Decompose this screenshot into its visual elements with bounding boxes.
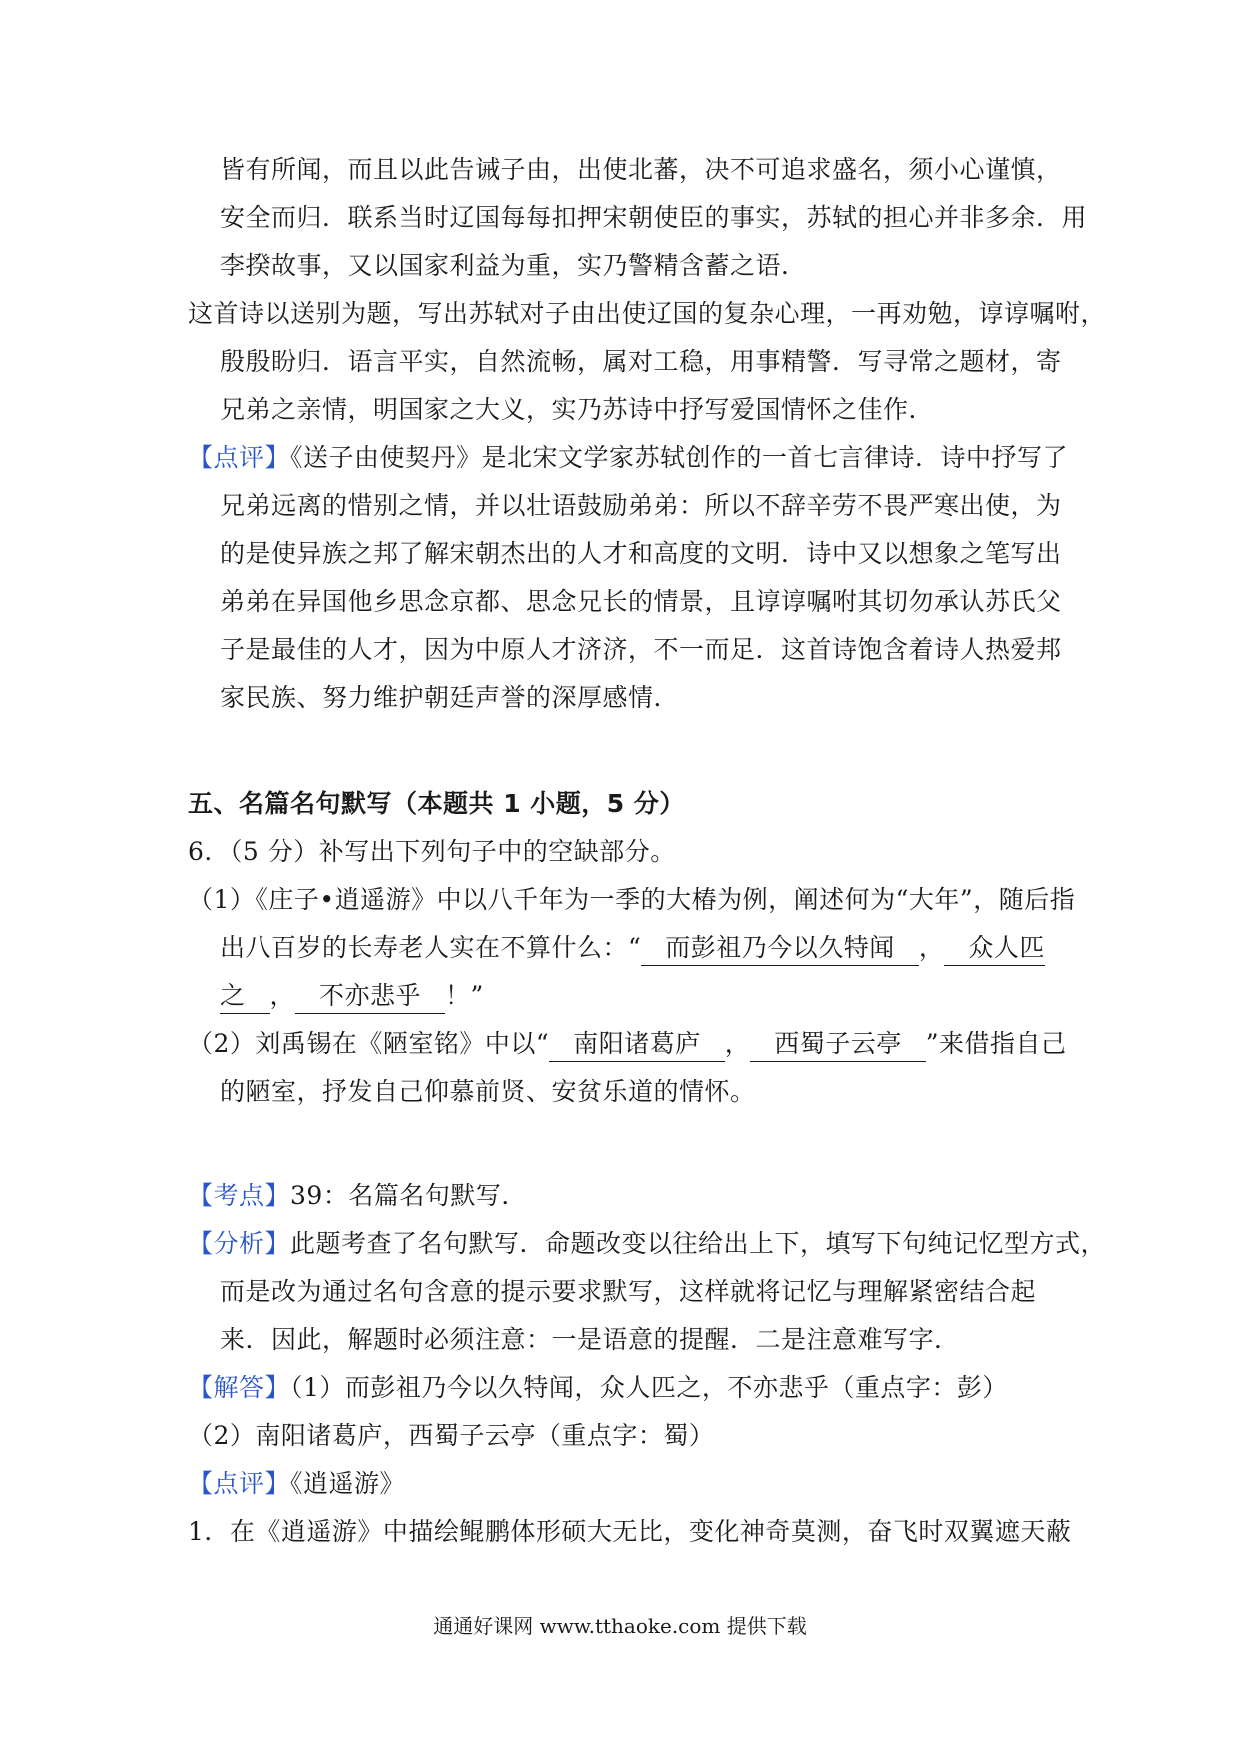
dianping-line	[188, 1464, 405, 1504]
review-tag: 【点评】	[188, 443, 291, 472]
text-line: 李揆故事，又以国家利益为重，实乃警精含蓄之语．	[220, 251, 807, 280]
text-fragment: （2）刘禹锡在《陋室铭》中以“	[188, 1029, 550, 1058]
review-text: 《送子由使契丹》是北宋文学家苏轼创作的一首七言律诗．诗中抒写了	[290, 443, 1069, 472]
page-footer: 通通好课网 www.tthaoke.com 提供下载	[433, 1614, 807, 1638]
dianping-text: 《逍遥游》	[290, 1469, 406, 1498]
question-part-2	[188, 1024, 1067, 1064]
dianping-tag: 【点评】	[188, 1469, 291, 1498]
question-part-1-line2	[220, 928, 1045, 968]
text-line: 安全而归．联系当时辽国每每扣押宋朝使臣的事实，苏轼的担心并非多余．用	[220, 203, 1088, 232]
text-line: 殷殷盼归．语言平实，自然流畅，属对工稳，用事精警．写寻常之题材，寄	[220, 347, 1062, 376]
kaodian-text: 39：名篇名句默写．	[290, 1181, 527, 1210]
text-fragment: ，	[918, 933, 945, 962]
text-fragment: 出八百岁的长寿老人实在不算什么：“	[220, 933, 642, 962]
answer-blank: 而彭祖乃今以久特闻	[641, 931, 919, 966]
jieda-tag: 【解答】	[188, 1373, 291, 1402]
review-paragraph	[188, 438, 1068, 478]
answer-blank: 之	[220, 979, 270, 1014]
text-fragment: ！”	[445, 981, 484, 1010]
fenxi-line	[188, 1224, 1106, 1264]
text-line: 而是改为通过名句含意的提示要求默写，这样就将记忆与理解紧密结合起	[220, 1277, 1037, 1306]
kaodian-tag: 【考点】	[188, 1181, 291, 1210]
kaodian-line	[188, 1176, 527, 1216]
text-line: 弟弟在异国他乡思念京都、思念兄长的情景，且谆谆嘱咐其切勿承认苏氏父	[220, 587, 1062, 616]
question-part-1: （1）《庄子•逍遥游》中以八千年为一季的大椿为例，阐述何为“大年”，随后指	[188, 885, 1076, 914]
text-line: 来．因此，解题时必须注意：一是语意的提醒．二是注意难写字．	[220, 1325, 960, 1354]
text-fragment: ”来借指自己	[925, 1029, 1067, 1058]
text-line: 兄弟远离的惜别之情，并以壮语鼓励弟弟：所以不辞辛劳不畏严寒出使，为	[220, 491, 1062, 520]
jieda-line	[188, 1368, 1008, 1408]
answer-blank: 众人匹	[944, 931, 1045, 966]
text-line: 家民族、努力维护朝廷声誉的深厚感情．	[220, 683, 680, 712]
list-item: 1．在《逍遥游》中描绘鲲鹏体形硕大无比，变化神奇莫测，奋飞时双翼遮天蔽	[188, 1517, 1072, 1546]
text-fragment: ，	[724, 1029, 751, 1058]
fenxi-text: 此题考查了名句默写．命题改变以往给出上下，填写下句纯记忆型方式，	[290, 1229, 1107, 1258]
text-line: 皆有所闻，而且以此告诫子由，出使北蕃，决不可追求盛名，须小心谨慎，	[220, 155, 1062, 184]
text-line: 的陋室，抒发自己仰慕前贤、安贫乐道的情怀。	[220, 1077, 756, 1106]
jieda-text: （1）而彭祖乃今以久特闻，众人匹之，不亦悲乎（重点字：彭）	[290, 1373, 1008, 1402]
question-stem: 6．（5 分）补写出下列句子中的空缺部分。	[188, 837, 676, 866]
text-line: （2）南阳诸葛庐，西蜀子云亭（重点字：蜀）	[188, 1421, 715, 1450]
text-line: 兄弟之亲情，明国家之大义，实乃苏诗中抒写爱国情怀之佳作．	[220, 395, 935, 424]
fenxi-tag: 【分析】	[188, 1229, 291, 1258]
question-part-1-line3	[220, 976, 484, 1016]
text-fragment: ，	[269, 981, 296, 1010]
section-heading: 五、名篇名句默写（本题共 1 小题，5 分）	[188, 789, 685, 818]
answer-blank: 不亦悲乎	[295, 979, 445, 1014]
text-line: 这首诗以送别为题，写出苏轼对子由出使辽国的复杂心理，一再劝勉，谆谆嘱咐，	[188, 299, 1107, 328]
answer-blank: 西蜀子云亭	[750, 1027, 926, 1062]
text-line: 子是最佳的人才，因为中原人才济济，不一而足．这首诗饱含着诗人热爱邦	[220, 635, 1062, 664]
text-line: 的是使异族之邦了解宋朝杰出的人才和高度的文明．诗中又以想象之笔写出	[220, 539, 1062, 568]
answer-blank: 南阳诸葛庐	[549, 1027, 725, 1062]
